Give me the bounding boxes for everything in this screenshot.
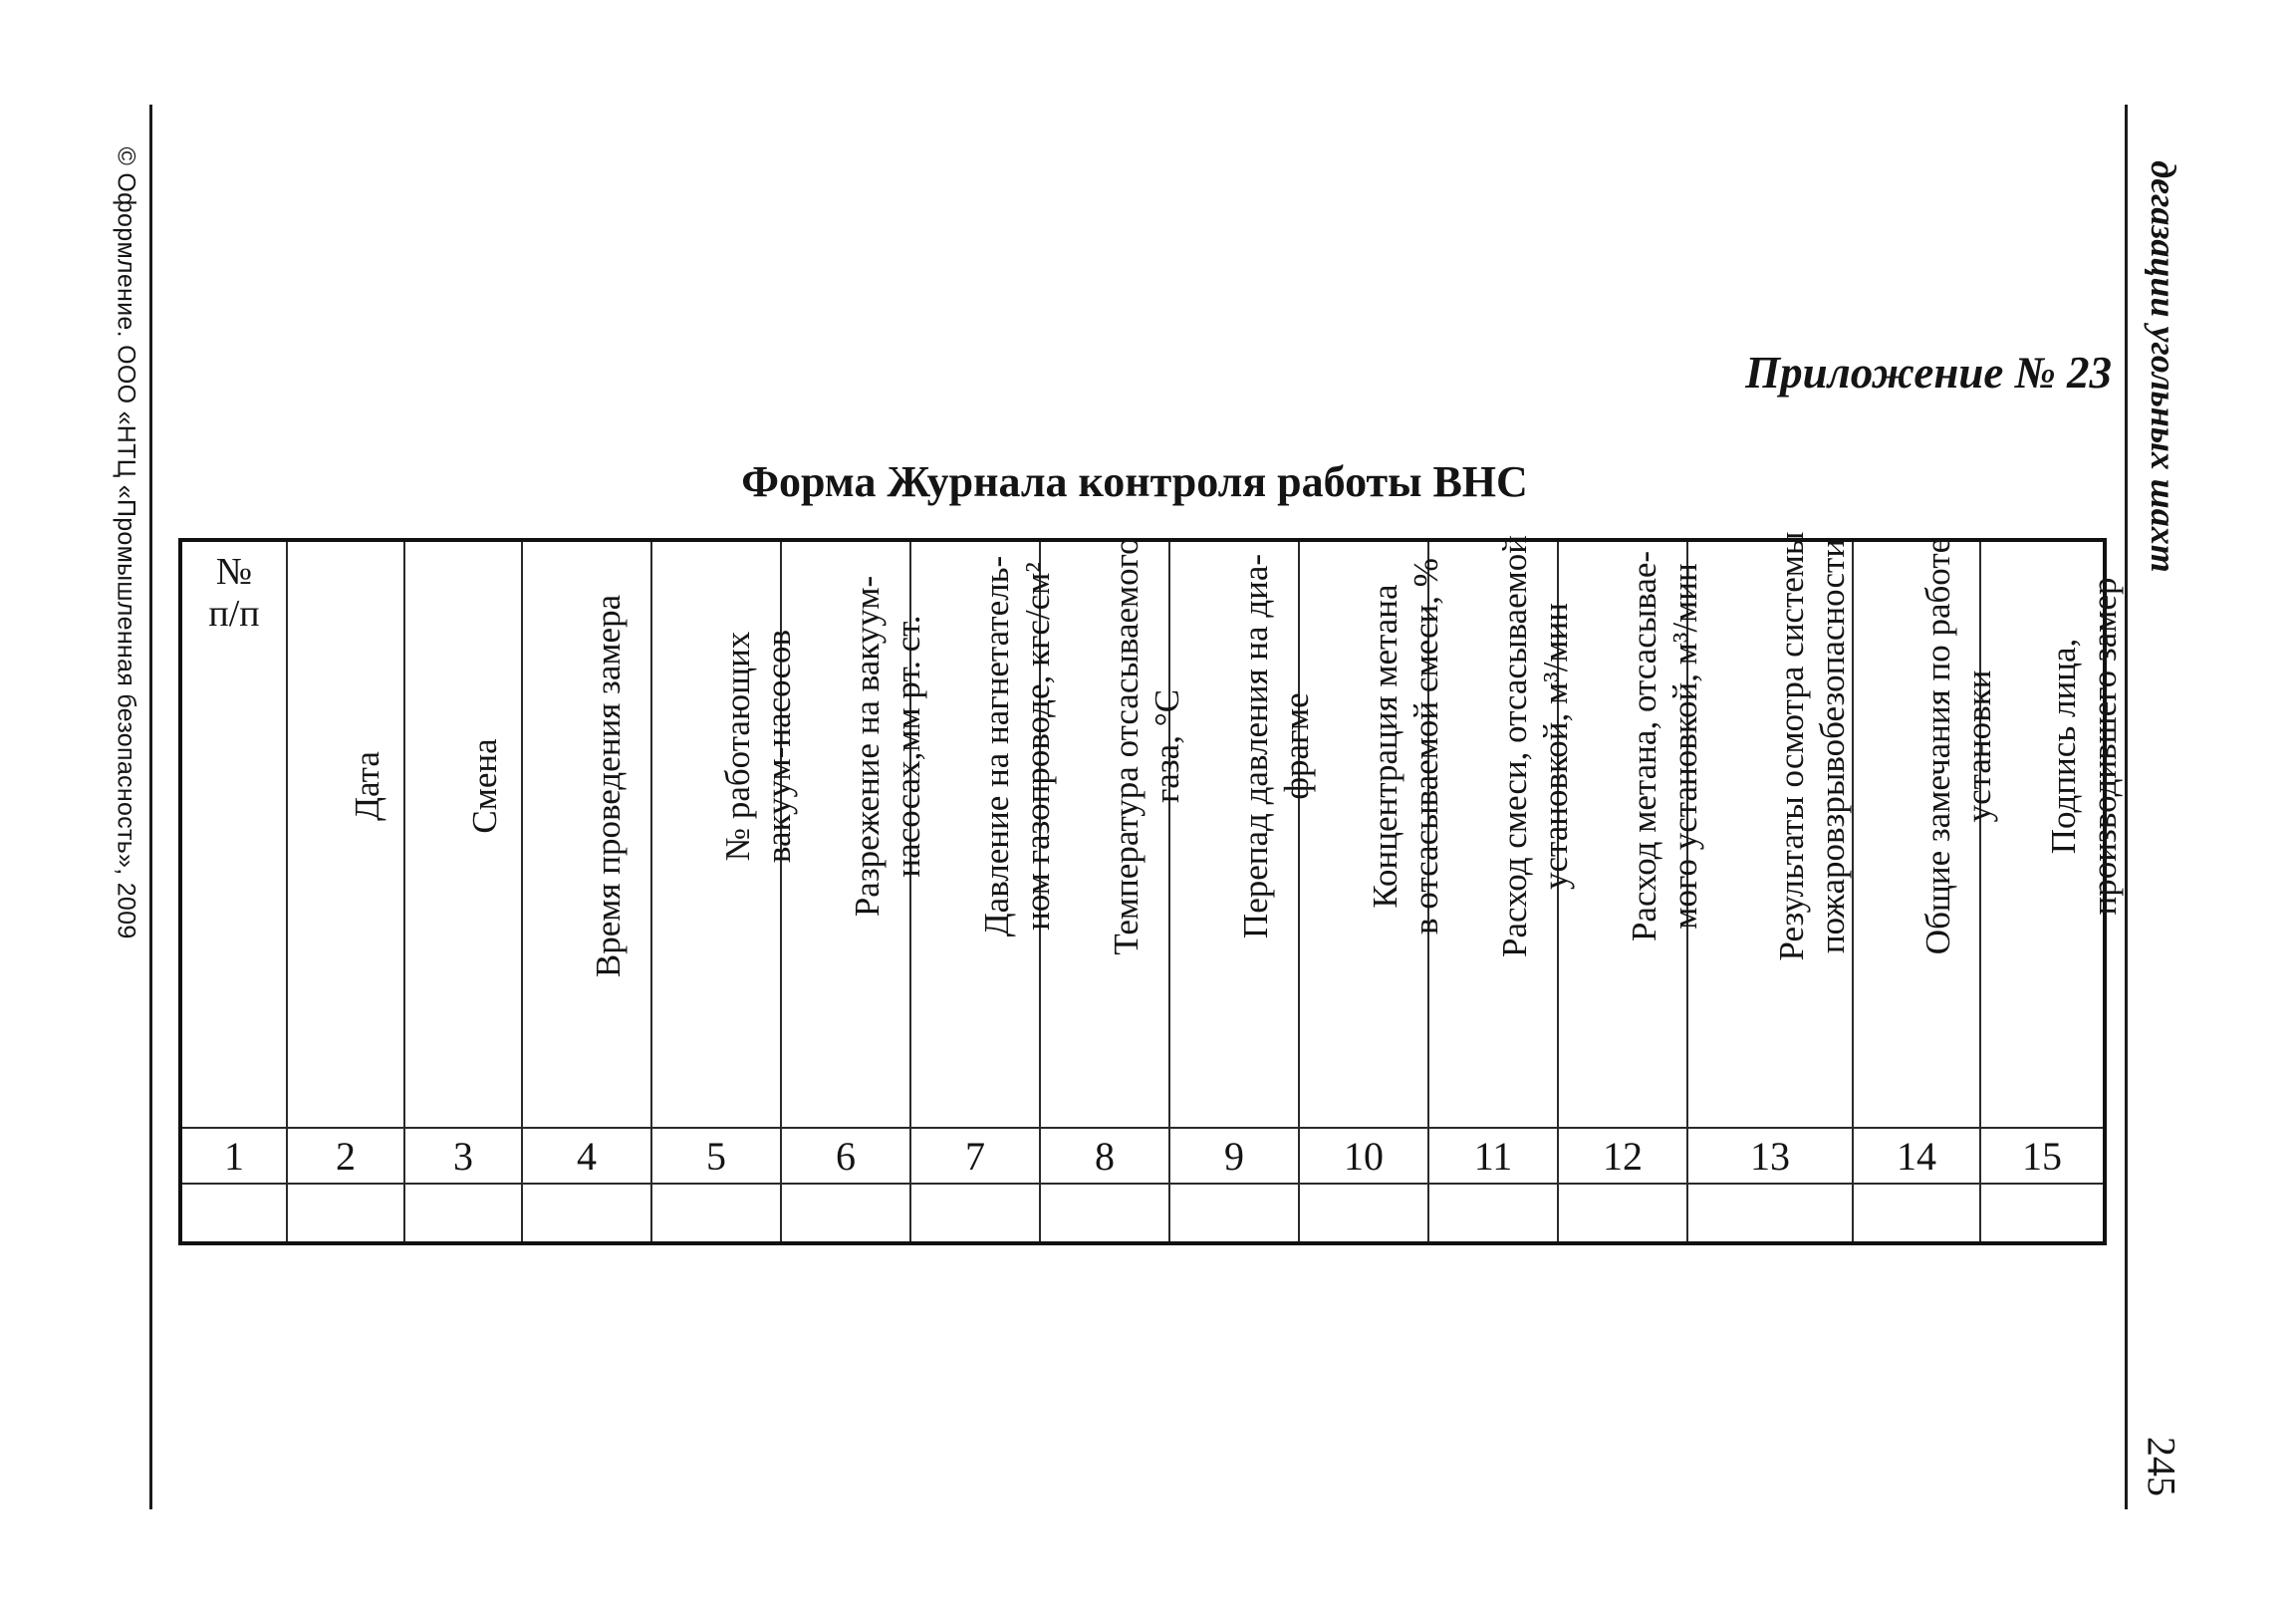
empty-cell [781, 1184, 910, 1243]
column-header-cell [651, 540, 798, 1128]
column-header-label: Результаты осмотра системы пожаровзрывобезопасности [1771, 531, 1852, 961]
empty-cell [1428, 1184, 1558, 1243]
column-header-cell [287, 540, 404, 1128]
column-number: 7 [910, 1128, 1040, 1184]
empty-cell [180, 1184, 287, 1243]
column-number: 3 [404, 1128, 522, 1184]
column-header-cell [1040, 537, 1186, 1128]
column-header-label: Смена [465, 738, 505, 834]
appendix-label: Приложение № 23 [1745, 348, 2112, 398]
table-header-row [180, 540, 2105, 1128]
column-number: 1 [180, 1128, 287, 1184]
column-header-cell [781, 540, 927, 1128]
journal-form-table [178, 531, 2124, 1245]
column-number: 11 [1428, 1128, 1558, 1184]
column-header-label: Время проведения замера [589, 594, 629, 978]
column-header-cell [404, 540, 522, 1128]
column-number: 12 [1558, 1128, 1687, 1184]
empty-cell [910, 1184, 1040, 1243]
column-number: 10 [1299, 1128, 1428, 1184]
column-header-cell [522, 540, 651, 1128]
column-header-cell [1853, 537, 1998, 1128]
column-number: 13 [1687, 1128, 1853, 1184]
column-number: 15 [1980, 1128, 2105, 1184]
column-number: 6 [781, 1128, 910, 1184]
empty-cell [1853, 1184, 1980, 1243]
column-header-cell [1299, 540, 1445, 1128]
page-number: 245 [2139, 1437, 2184, 1496]
empty-cell [1980, 1184, 2105, 1243]
column-number-row [180, 1128, 2105, 1184]
column-header-label: № п/п [208, 551, 260, 635]
column-number: 9 [1169, 1128, 1299, 1184]
column-header-cell [1428, 535, 1575, 1128]
empty-cell [1558, 1184, 1687, 1243]
column-number: 14 [1853, 1128, 1980, 1184]
column-header-label: Дата [348, 751, 387, 821]
column-number: 2 [287, 1128, 404, 1184]
column-header-label: Разрежение на вакуум- насосах,мм рт. ст. [847, 575, 927, 918]
empty-cell [287, 1184, 404, 1243]
column-header-cell [1687, 531, 1853, 1128]
column-header-label: Подпись лица, производившего замер [2043, 577, 2124, 916]
column-header-label: Давление на нагнетатель- ном газопроводе, кгс/см² [976, 555, 1057, 937]
column-header-cell [1169, 540, 1316, 1128]
left-margin-rule [149, 105, 152, 1509]
empty-cell [404, 1184, 522, 1243]
column-header-cell [910, 540, 1057, 1128]
column-header-cell [180, 540, 287, 1128]
column-header-cell [1558, 540, 1704, 1128]
empty-cell [1687, 1184, 1853, 1243]
column-header-label: Температура отсасываемого газа, °С [1106, 537, 1186, 955]
empty-data-row [180, 1184, 2105, 1243]
copyright-notice: © Оформление. ООО «НТЦ «Промышленная безопасность», 2009 [112, 146, 140, 939]
column-header-label: Перепад давления на диа- фрагме [1235, 553, 1316, 939]
column-header-label: Расход метана, отсасывае- мого установкой, м³/мин [1624, 550, 1704, 942]
column-header-label: Концентрация метана в отсасываемой смеси, % [1365, 558, 1445, 935]
empty-cell [1299, 1184, 1428, 1243]
form-title: Форма Журнала контроля работы ВНС [741, 457, 1528, 506]
column-header-cell [1980, 540, 2124, 1128]
empty-cell [1169, 1184, 1299, 1243]
running-head: дегазации угольных шахт [2144, 160, 2183, 573]
empty-cell [1040, 1184, 1169, 1243]
column-header-label: № работающих вакуум-насосов [717, 629, 798, 864]
column-number: 4 [522, 1128, 651, 1184]
empty-cell [522, 1184, 651, 1243]
column-number: 5 [651, 1128, 781, 1184]
column-header-label: Общие замечания по работе установки [1917, 537, 1998, 955]
column-header-label: Расход смеси, отсасываемой установкой, м³/мин [1494, 535, 1575, 957]
empty-cell [651, 1184, 781, 1243]
column-number: 8 [1040, 1128, 1169, 1184]
